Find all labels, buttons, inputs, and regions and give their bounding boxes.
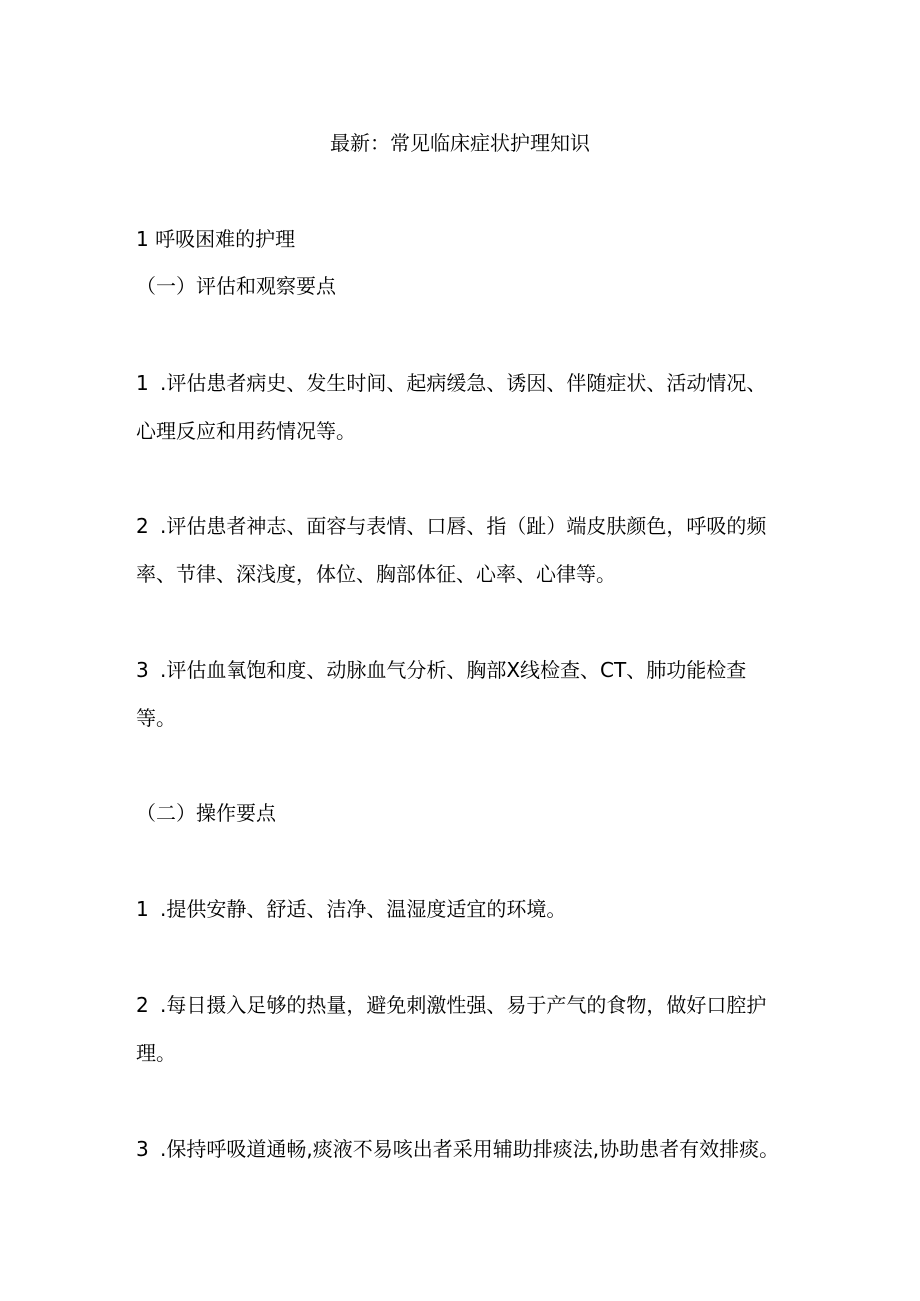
item-number: 2 <box>136 993 149 1017</box>
assessment-item-1 <box>136 369 796 397</box>
item-text: .评估血氧饱和度、动脉血气分析、胸部X线检查、CT、肺功能检查 <box>160 658 747 682</box>
assessment-item-3 <box>136 656 796 684</box>
document-title: 最新：常见临床症状护理知识 <box>330 131 590 155</box>
operation-item-2-continued: 理。 <box>136 1041 176 1065</box>
item-number: 1 <box>136 371 149 395</box>
assessment-item-2-continued: 率、节律、深浅度，体位、胸部体征、心率、心律等。 <box>136 562 616 586</box>
subsection-heading-assessment: （一）评估和观察要点 <box>136 274 336 298</box>
item-text: .提供安静、舒适、洁净、温湿度适宜的环境。 <box>160 897 567 921</box>
subsection-heading-operation: （二）操作要点 <box>136 801 276 825</box>
assessment-item-3-continued: 等。 <box>136 706 176 730</box>
item-text: .评估患者神志、面容与表情、口唇、指（趾）端皮肤颜色，呼吸的频 <box>160 514 767 538</box>
item-text: .评估患者病史、发生时间、起病缓急、诱因、伴随症状、活动情况、 <box>160 371 767 395</box>
assessment-item-2 <box>136 512 796 540</box>
assessment-item-1-continued: 心理反应和用药情况等。 <box>136 419 356 443</box>
item-number: 2 <box>136 514 149 538</box>
item-number: 1 <box>136 897 149 921</box>
item-text: .每日摄入足够的热量，避免刺激性强、易于产气的食物，做好口腔护 <box>160 993 767 1017</box>
item-number: 3 <box>136 658 149 682</box>
operation-item-2 <box>136 991 796 1019</box>
section-heading: 1 呼吸困难的护理 <box>136 227 296 251</box>
operation-item-3 <box>136 1135 796 1163</box>
item-number: 3 <box>136 1137 149 1161</box>
item-text: .保持呼吸道通畅,痰液不易咳出者采用辅助排痰法,协助患者有效排痰。 <box>160 1137 780 1161</box>
operation-item-1 <box>136 895 796 923</box>
